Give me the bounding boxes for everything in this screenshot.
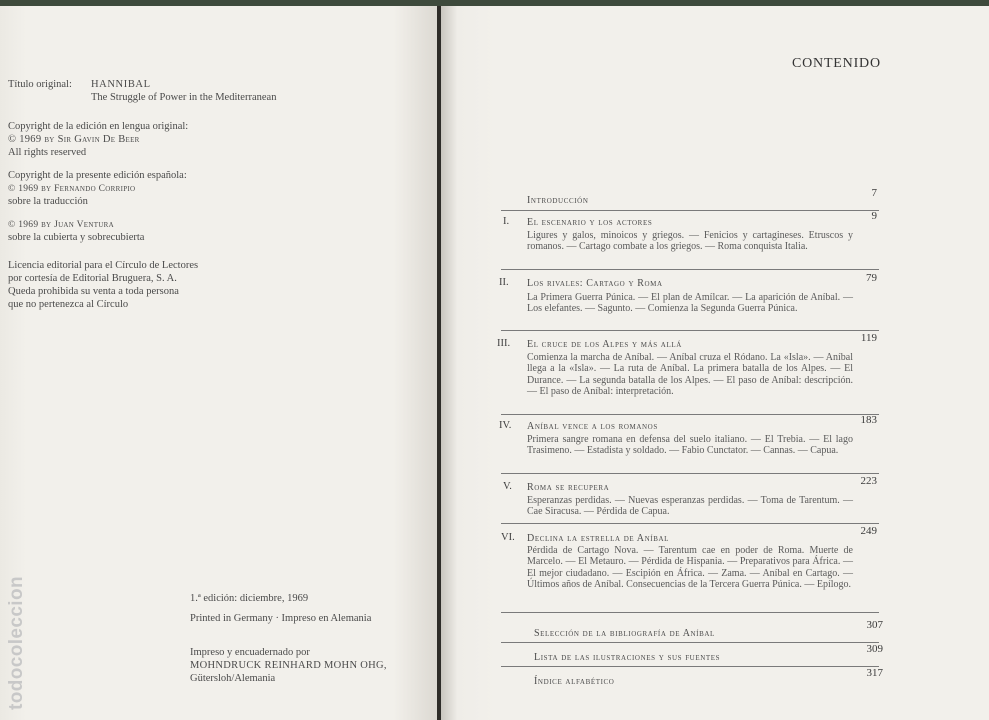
toc-chapter-page: 223 <box>860 475 877 487</box>
copyright-original-line2: © 1969 by Sir Gavin De Beer <box>8 134 140 145</box>
printer-line3: Gütersloh/Alemania <box>190 673 276 684</box>
original-title-value: HANNIBAL <box>91 79 151 90</box>
toc-divider <box>501 612 879 613</box>
printer-line2: MOHNDRUCK REINHARD MOHN OHG, <box>190 660 387 671</box>
toc-divider <box>501 210 879 211</box>
left-page <box>0 6 437 720</box>
copyright-cover-line2: sobre la cubierta y sobrecubierta <box>8 232 145 243</box>
toc-index-title: Índice alfabético <box>534 676 615 687</box>
toc-bibliography-page: 307 <box>866 619 883 631</box>
licence-line4: que no pertenezca al Círculo <box>8 299 129 310</box>
contents-heading: CONTENIDO <box>792 56 881 71</box>
toc-chapter-page: 79 <box>866 272 877 284</box>
toc-divider <box>501 523 879 524</box>
toc-chapter-desc: Ligures y galos, minoicos y griegos. — Fenicios y cartagineses. Etruscos y romanos. — Cartago combate a los griegos. — Roma conquista Italia. <box>527 230 853 253</box>
toc-chapter-desc: Esperanzas perdidas. — Nuevas esperanzas perdidas. — Toma de Tarentum. — Cae Siracusa. — Pérdida de Capua. <box>527 495 853 518</box>
toc-divider <box>501 269 879 270</box>
printer-line1: Impreso y encuadernado por <box>190 647 310 658</box>
copyright-cover-line1: © 1969 by Juan Ventura <box>8 220 114 230</box>
toc-chapter-num: V. <box>503 481 512 492</box>
toc-chapter-num: VI. <box>501 532 515 543</box>
toc-intro-title: Introducción <box>527 195 589 206</box>
copyright-spanish-line2: © 1969 by Fernando Corripio <box>8 184 136 194</box>
toc-index-page: 317 <box>866 667 883 679</box>
toc-bibliography-title: Selección de la bibliografía de Aníbal <box>534 628 715 639</box>
licence-line2: por cortesía de Editorial Bruguera, S. A. <box>8 273 177 284</box>
toc-chapter-page: 119 <box>860 332 877 344</box>
toc-chapter-desc: La Primera Guerra Púnica. — El plan de Amílcar. — La aparición de Aníbal. — Los elefantes. — Sagunto. — Comienza la Segunda Guerra Púnica. <box>527 292 853 315</box>
printed-in-line: Printed in Germany · Impreso en Alemania <box>190 613 372 624</box>
toc-chapter-title: Los rivales: Cartago y Roma <box>527 278 663 289</box>
toc-chapter-num: I. <box>503 216 510 227</box>
toc-divider <box>501 330 879 331</box>
original-subtitle: The Struggle of Power in the Mediterranean <box>91 92 277 103</box>
toc-divider <box>501 473 879 474</box>
edition-line: 1.ª edición: diciembre, 1969 <box>190 593 309 604</box>
toc-chapter-desc: Primera sangre romana en defensa del suelo italiano. — El Trebia. — El lago Trasimeno. — Estadista y soldado. — Fabio Cunctator. — Cannas. — Capua. <box>527 434 853 457</box>
toc-divider <box>501 414 879 415</box>
watermark <box>6 545 30 710</box>
toc-illustrations-title: Lista de las ilustraciones y sus fuentes <box>534 652 721 663</box>
toc-illustrations-page: 309 <box>866 643 883 655</box>
toc-chapter-title: Aníbal vence a los romanos <box>527 421 658 432</box>
toc-chapter-num: III. <box>497 338 511 349</box>
copyright-original-line3: All rights reserved <box>8 147 87 158</box>
copyright-original-line1: Copyright de la edición en lengua original: <box>8 121 189 132</box>
copyright-spanish-line3: sobre la traducción <box>8 196 88 207</box>
toc-chapter-title: El escenario y los actores <box>527 217 653 228</box>
toc-chapter-title: Roma se recupera <box>527 482 610 493</box>
original-title-label: Título original: <box>8 79 72 90</box>
toc-chapter-desc: Comienza la marcha de Aníbal. — Aníbal cruza el Ródano. La «Isla». — Aníbal llega a la «Isla». — La ruta de Aníbal. La primera batalla de los Alpes. — El Durance. — La segunda batalla de los Alpes. — El paso de Aníbal: descripción. — El paso de Aníbal: interpretación. <box>527 352 853 398</box>
licence-line1: Licencia editorial para el Círculo de Lectores <box>8 260 199 271</box>
toc-chapter-title: Declina la estrella de Aníbal <box>527 533 669 544</box>
toc-chapter-num: II. <box>499 277 509 288</box>
toc-chapter-page: 183 <box>860 414 877 426</box>
copyright-spanish-line1: Copyright de la presente edición española: <box>8 170 187 181</box>
watermark-text: todocoleccion <box>6 576 27 710</box>
toc-divider <box>501 666 879 667</box>
toc-chapter-title: El cruce de los Alpes y más allá <box>527 339 682 350</box>
toc-chapter-num: IV. <box>499 420 512 431</box>
toc-divider <box>501 642 879 643</box>
licence-line3: Queda prohibida su venta a toda persona <box>8 286 179 297</box>
toc-chapter-page: 9 <box>871 210 877 222</box>
toc-chapter-page: 249 <box>860 525 877 537</box>
toc-chapter-desc: Pérdida de Cartago Nova. — Tarentum cae en poder de Roma. Muerte de Marcelo. — El Metauro. — Pérdida de Hispania. — Preparativos para África. — El mejor ciudadano. — Escipión en África. — Zama. — Aníbal en Cartago. — Últimos años de Aníbal. Consecuencias de la Tercera Guerra Púnica. — Epílogo. <box>527 545 853 591</box>
right-page <box>441 6 989 720</box>
toc-intro-page: 7 <box>871 187 877 199</box>
